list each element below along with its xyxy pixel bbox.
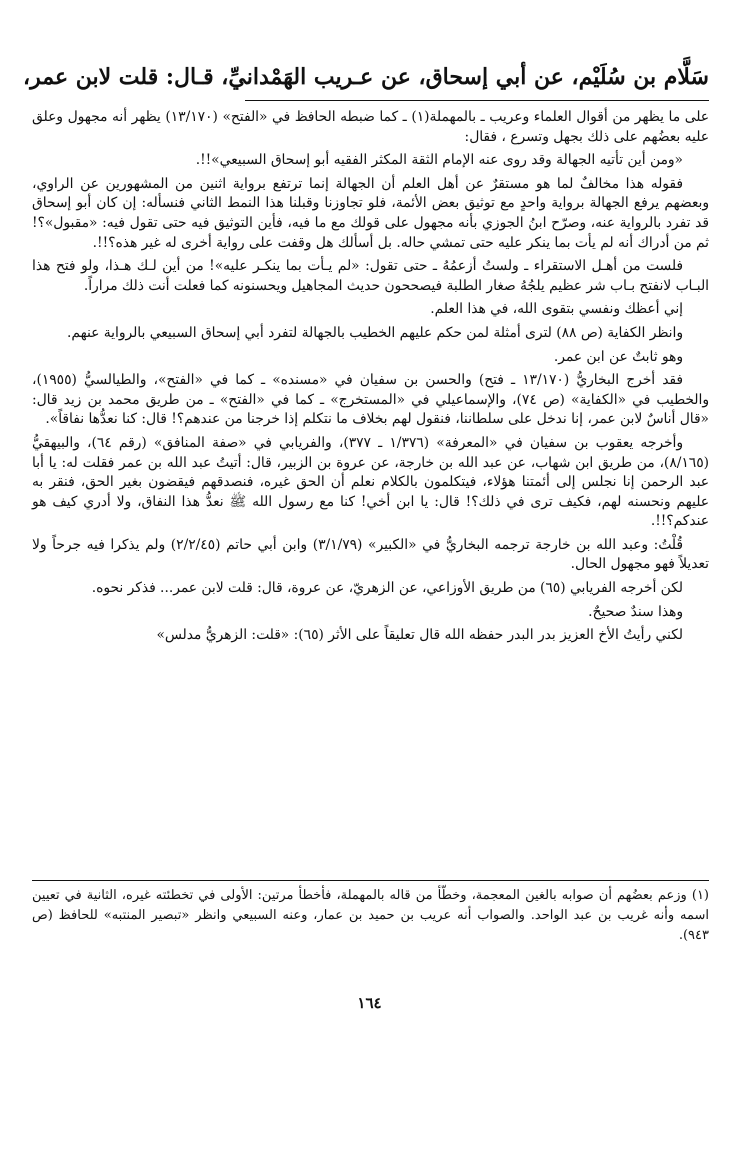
paragraph: فلست من أهـل الاستقراء ـ ولستُ أزعمُهُ ـ حتى تقول: «لم يـأت بما ينكـر عليه»! من أين لـك هـذا، ولو فتح هذا البـاب لانفتح بـاب شر عظيم يلجُهُ صغار الطلبة فيصححون حديث المجاهيل ويحسنونه كما فعلت أنت ذلك مراراً. [32,258,709,294]
paragraph: وهو ثابتٌ عن ابن عمر. [553,348,683,365]
paragraph: إني أعظك ونفسي بتقوى الله، في هذا العلم. [430,301,683,318]
paragraph: قُلْتُ: وعبد الله بن خارجة ترجمه البخاريُّ في «الكبير» (٣/١/٧٩) وابن أبي حاتم (٢/٢/٤٥) ولم يذكرا فيه جرحاً ولا تعديلاً فهو مجهول الحال. [32,536,709,573]
paragraph: وانظر الكفاية (ص ٨٨) لترى أمثلة لمن حكم عليهم الخطيب بالجهالة لتفرد أبي إسحاق السبيعي بالرواية عنهم. [67,324,683,341]
paragraph-quote: «ومن أين تأتيه الجهالة وقد روى عنه الإمام الثقة المكثر الفقيه أبو إسحاق السبيعي»!!. [195,152,683,169]
paragraph: لكني رأيتُ الأخ العزيز بدر البدر حفظه الله قال تعليقاً على الأثر (٦٥): «قلت: الزهريُّ مدلس» [156,627,683,644]
footnote-rule [32,880,709,881]
page-number: ١٦٤ [357,994,382,1012]
footnote [32,886,709,946]
header-rule [245,100,709,101]
paragraph: فقد أخرج البخاريُّ (١٣/١٧٠ ـ فتح) والحسن بن سفيان في «مسنده» ـ كما في «الفتح»، والطيالسيُّ (١٩٥٥)، والخطيب في «الكفاية» (ص ٧٤)، والإسماعيلي في «المستخرج» ـ كما في «الفتح» ـ من طريق محمد بن زيد قال: «قال أناسٌ لابن عمر، إنا ندخل على سلطاننا، فنقول لهم بخلاف ما نتكلم إذا خرجنا من عندهم؟! قال: كنا نعدُّها نفاقاً». [32,372,709,428]
paragraph: لكن أخرجه الفريابي (٦٥) من طريق الأوزاعي، عن الزهريّ، عن عروة، قال: قلت لابن عمر... فذكر نحوه. [91,580,683,597]
main-text [32,108,709,650]
paragraph: فقوله هذا مخالفٌ لما هو مستقرٌ عن أهل العلم أن الجهالة إنما ترتفع برواية اثنين من المشهورين عن الراوي، وبعضهم يرفع الجهالة برواية واحدٍ مع توثيق بعض الأئمة، فلو تجاوزنا وقبلنا هذا النمط الثاني فنسأله: إن كان أبو إسحاق قد تفرد بالرواية عنه، وصرّح ابنُ الجوزي بأنه مجهول على قولك مع ما فيه، فأين التوثيق فيه حتى تقول فيه: «مقبول»؟! ثم من أدراك أنه لم يأت بما ينكر عليه حتى تمشي حاله. بل أسألك هل وقفت على رواية أخرى له غير هذه؟!!. [32,175,709,251]
paragraph: وأخرجه يعقوب بن سفيان في «المعرفة» (١/٣٧٦ ـ ٣٧٧)، والفريابي في «صفة المنافق» (رقم ٦٤)، والبيهقيُّ (٨/١٦٥)، من طريق ابن شهاب، عن عبد الله بن خارجة، عن عروة بن الزبير، قال: أتيتُ عبد الله بن عمر فقلت له: يا أبا عبد الرحمن إنا نجلس إلى أئمتنا هؤلاء، فيتكلمون بالكلام نعلم أن الحق غيره، فنصدقهم فيقضون بغير الحق، فنقر به عليهم ونحسنه لهم، فكيف ترى في ذلك؟! قال: يا ابن أخي! كنا مع رسول الله ﷺ نعدُّ هذا النفاق، ولا أدري كيف هو عندكم؟!!. [32,434,709,530]
running-header: سَلَّام بن سُلَيْم، عن أبي إسحاق، عن عـريب الهَمْدانيِّ، قـال: قلت لابن عمر، [22,64,709,90]
paragraph: على ما يظهر من أقوال العلماء وعريب ـ بالمهملة(١) ـ كما ضبطه الحافظ في «الفتح» (١٣/١٧٠) يظهر أنه مجهول وعلق عليه بعضُهم على ذلك بجهل وتسرع ، فقال: [32,109,710,145]
paragraph: وهذا سندٌ صحيحٌ. [588,603,683,620]
footnote-text: (١) وزعم بعضُهم أن صوابه بالغين المعجمة، وخطّأ من قاله بالمهملة، فأخطأ مرتين: الأولى في تخطئته غيره، الثانية في تعيين اسمه وأنه غريب بن عبد الواحد. والصواب أنه عريب بن حميد بن عمار، وعنه السبيعي وانظر «تبصير المنتبه» للحافظ (ص ٩٤٣). [32,888,709,943]
